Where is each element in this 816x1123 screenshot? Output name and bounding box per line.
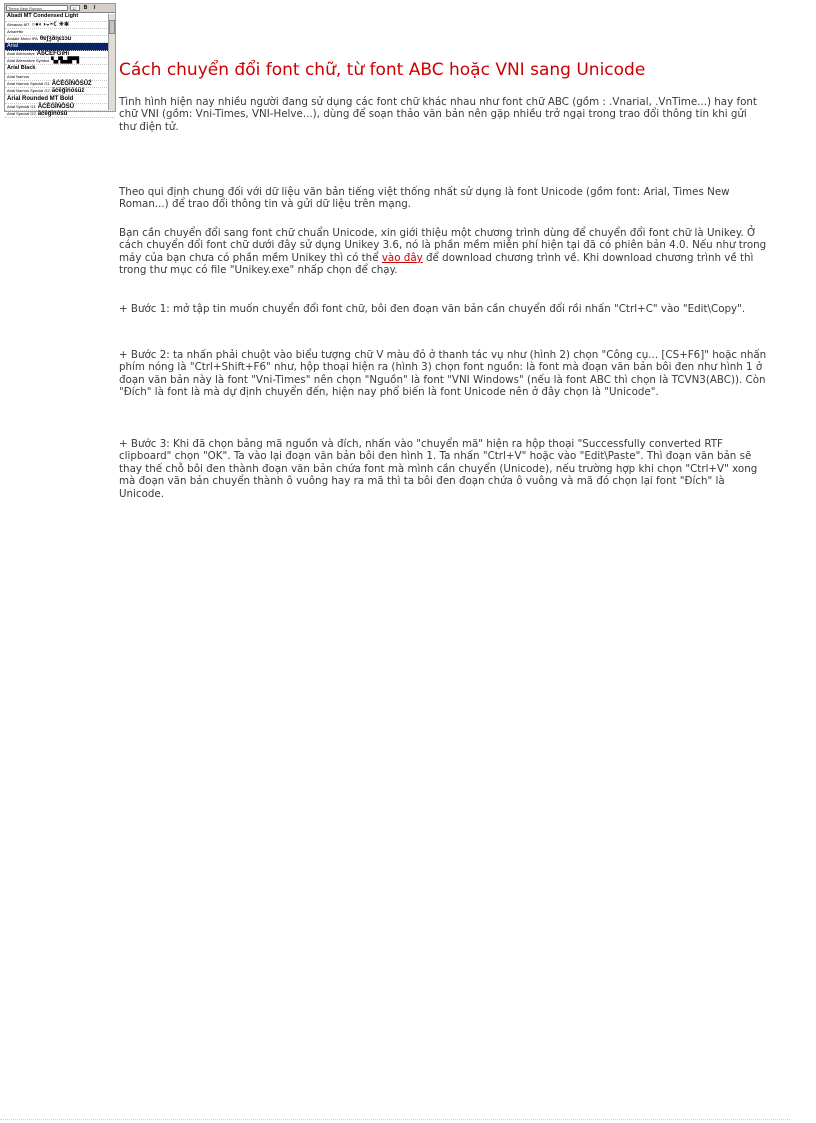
font-sample-preview: AbCEFGiHi	[36, 51, 70, 57]
paragraph-unikey	[119, 227, 767, 277]
step-2: + Bước 2: ta nhấn phải chuột vào biểu tượng chữ V màu đỏ ở thanh tác vụ như (hình 2) chọn "Công cụ... [CS+F6]" hoặc nhấn phím nóng là "Ctrl+Shift+F6" như, hộp thoại hiện ra (hình 3) chọn font nguồn: là font mà đoạn văn bản bôi đen như hình 1 ở đoạn văn bản này là font "Vni-Times" nên chọn "Nguồn" là font "VNI Windows" (nếu là font ABC thì chọn là TCVN3(ABC)). Còn "Đích" là font là mà dự định chuyển đến, hiện nay phổ biến là font Unicode nên ở đây chọn là "Unicode".	[119, 349, 767, 399]
font-name-label: Andale Mono IPA	[7, 35, 38, 41]
font-name-label: Arial Narrow	[7, 73, 30, 79]
paragraph-unikey-text-1: Bạn cần chuyển đổi sang font chữ chuẩn Unicode, xin giới thiệu một chương trình dùng để chuyển đổi font chữ là Unikey. Ở cách chuyển đổi font chữ dưới đây sử dụng Unikey 3.6, nó là phần mềm miễn phí hiện tại đã có phiên bản 4.0. Nếu như trong máy của bạn chưa có phần mềm Unikey thì có thể	[119, 227, 767, 264]
bold-icon: B	[83, 5, 88, 11]
font-sample-preview: ○●◐◑◒◓☾☀❄	[31, 21, 69, 28]
font-name-label: Arial Alternative	[7, 51, 35, 56]
font-sample-preview: āćēğīńōśūź	[51, 87, 85, 94]
font-sample-preview: θɐʃʒðŋɛɪɔʊ	[39, 35, 72, 42]
step-1: + Bước 1: mở tập tin muốn chuyển đổi font chữ, bôi đen đoạn văn bản cần chuyển đổi rồi nhấn "Ctrl+C" vào "Edit\Copy".	[119, 303, 746, 315]
font-list-item[interactable]	[5, 65, 115, 74]
font-sample-preview: āćēğīńōśū	[37, 110, 68, 117]
font-name-label: Arial Special G2	[7, 110, 36, 116]
font-list-item[interactable]	[5, 51, 115, 58]
font-sample-preview: ĀĆĒĞĪŃŌŚŪ	[37, 103, 75, 110]
font-list-item[interactable]	[5, 22, 115, 29]
font-sample-preview: ĀĆĒĞĪŃŌŚŪŹ	[51, 80, 92, 87]
font-name-combo: Times New Roman	[6, 5, 68, 11]
font-sample-preview: ▚▞▙▟▛▜	[51, 58, 79, 64]
font-list-scrollbar	[108, 14, 115, 110]
font-list-item[interactable]	[5, 104, 115, 111]
font-list-item[interactable]	[5, 13, 115, 22]
font-list-item[interactable]	[5, 95, 115, 104]
font-name-label: Almanac MT	[7, 21, 30, 27]
font-name-label: Arial Narrow Special G2	[7, 87, 50, 93]
step-3: + Bước 3: Khi đã chọn bảng mã nguồn và đích, nhấn vào "chuyển mã" hiện ra hộp thoại "Successfully converted RTF clipboard" chọn "OK". Ta vào lại đoạn văn bản bôi đen hình 1. Ta nhấn "Ctrl+V" hoặc vào "Edit\Paste". Thì đoạn văn bản sẽ thay thế chỗ bôi đen thành đoạn văn bản chứa font mà mình cần chuyển (Unicode), nếu trường hợp khi chọn "Ctrl+V" xong mà đoạn văn bản chuyển thành ô vuông hay ra mã thì ta bôi đen đoạn chứa ô vuông và mã đó chọn lại font "Đích" là Unicode.	[119, 438, 758, 500]
font-name-label: Arial Special G1	[7, 103, 36, 109]
font-name-label: Arial Alternative Symbol	[7, 58, 50, 63]
font-list-item[interactable]	[5, 81, 115, 88]
font-list-item[interactable]	[5, 58, 115, 65]
font-dropdown-screenshot	[4, 3, 116, 117]
italic-icon: I	[93, 5, 96, 11]
paragraph-intro: Tình hình hiện nay nhiều người đang sử dụng các font chữ khác nhau như font chữ ABC (gồm : .Vnarial, .VnTime...) hay font chữ VNI (gồm: Vni-Times, VNI-Helve...), dùng để soạn thảo văn bản nên gặp nhiều trở ngại trong trao đổi thông tin khi gửi thư điện tử.	[119, 96, 757, 133]
font-list-item[interactable]	[5, 111, 115, 118]
font-list-item[interactable]	[5, 74, 115, 81]
font-list-item[interactable]	[5, 36, 115, 43]
font-list-item[interactable]	[5, 29, 115, 36]
download-link[interactable]: vào đây	[381, 251, 423, 264]
font-name-label: Abadi MT Condensed Light	[7, 13, 79, 19]
font-name-label: Arial Narrow Special G1	[7, 80, 50, 86]
font-name-label: Arial Black	[7, 65, 36, 71]
font-name-label: Arial	[7, 42, 19, 49]
scroll-thumb	[109, 20, 115, 34]
font-name-label: Arial Rounded MT Bold	[7, 95, 74, 102]
font-list-item[interactable]	[5, 43, 115, 52]
font-list-item[interactable]	[5, 88, 115, 95]
font-name-label: Amaretto	[7, 28, 24, 34]
font-toolbar	[5, 4, 115, 13]
font-list	[5, 13, 115, 118]
paragraph-unicode-standard: Theo qui định chung đối với dữ liệu văn bản tiếng việt thống nhất sử dụng là font Unicode (gồm font: Arial, Times New Roman...) để trao đổi thông tin và gửi dữ liệu trên mạng.	[119, 186, 730, 211]
paragraph-unikey-text-2: để download chương trình về. Khi download chương trình về thì trong thư mục có file "Unikey.exe" nhấp chọn để chạy.	[119, 251, 754, 277]
article-title: Cách chuyển đổi font chữ, từ font ABC hoặc VNI sang Unicode	[119, 60, 646, 80]
font-size-combo: 12	[70, 5, 80, 11]
page-bottom-divider	[0, 1119, 790, 1121]
